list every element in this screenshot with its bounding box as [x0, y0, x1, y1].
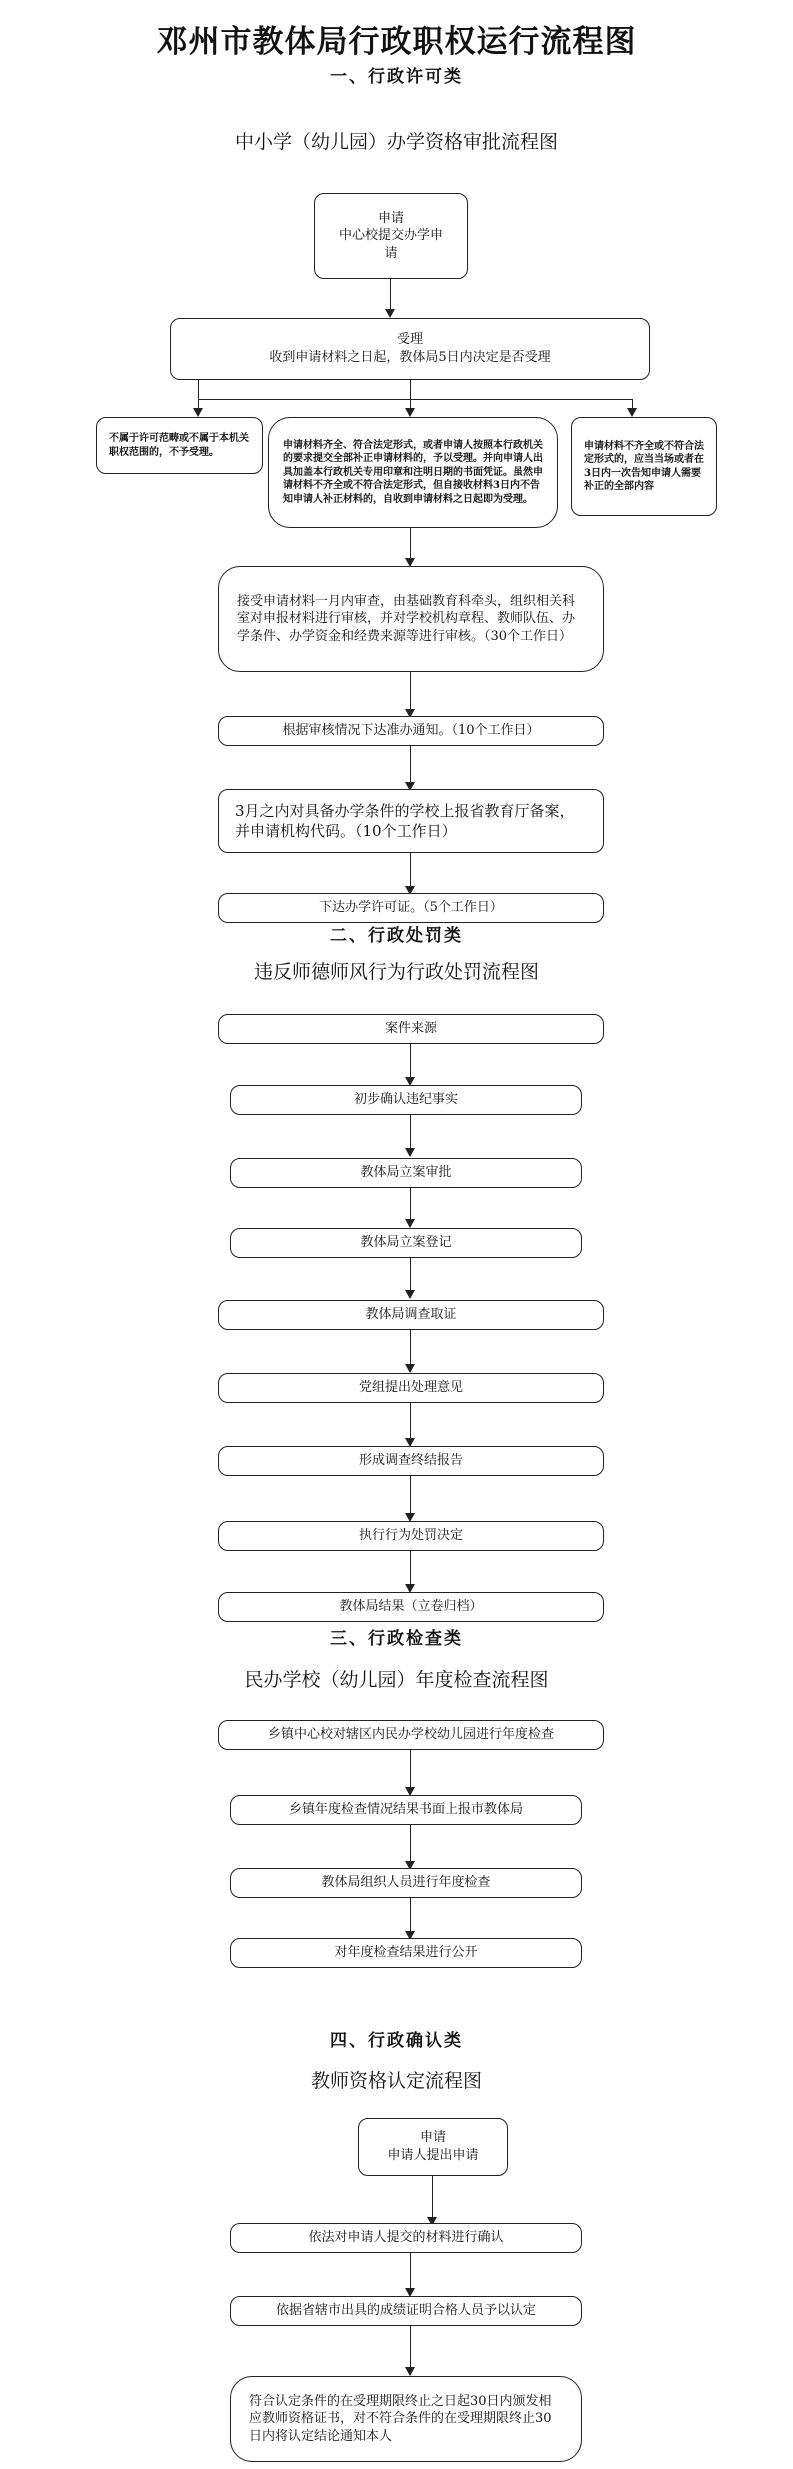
s2-step-5 — [218, 1300, 604, 1330]
supplement-text: 申请材料不齐全或不符合法定形式的，应当当场或者在3日内一次告知申请人需要补正的全部内容 — [584, 440, 704, 492]
s3-step-3 — [230, 1868, 582, 1898]
s3-step-4 — [230, 1938, 582, 1968]
accept-condition-box — [268, 417, 558, 528]
s2-step-9-text: 教体局结果（立卷归档） — [339, 1599, 483, 1615]
s4-step-1-text: 依法对申请人提交的材料进行确认 — [308, 2230, 504, 2246]
s3-step-1-text: 乡镇中心校对辖区内民办学校幼儿园进行年度检查 — [267, 1727, 554, 1743]
s2-step-9 — [218, 1592, 604, 1622]
accept-condition-text: 申请材料齐全、符合法定形式，或者申请人按照本行政机关的要求提交全部补正申请材料的，予以受理。并向申请人出具加盖本行政机关专用印章和注明日期的书面凭证。虽然申请材料不齐全或不符合法定形式，但自接收材料3日内不告知申请人补正材料的，自收到申请材料之日起即为受理。 — [283, 439, 543, 505]
apply-label: 申请 — [377, 210, 404, 226]
report-text: 3月之内对具备办学条件的学校上报省教育厅备案，并申请机构代码。（10个工作日） — [235, 801, 575, 840]
apply-box — [314, 193, 468, 279]
license-text: 下达办学许可证。（5个工作日） — [319, 900, 503, 916]
s2-step-4-text: 教体局立案登记 — [360, 1235, 452, 1251]
s4-step-3 — [230, 2376, 582, 2462]
s4-step-2-text: 依据省辖市出具的成绩证明合格人员予以认定 — [275, 2303, 536, 2319]
apply-text: 中心校提交办学申 — [338, 228, 443, 244]
accept-text: 收到申请材料之日起，教体局5日内决定是否受理 — [269, 350, 551, 365]
section-4-heading: 四、行政确认类 — [330, 2031, 463, 2051]
review-text: 接受申请材料一月内审查，由基础教育科牵头，组织相关科室对申报材料进行审核，并对学校机构章程、教师队伍、办学条件、办学资金和经费来源等进行审核。（30个工作日） — [237, 593, 576, 644]
page-title: 邓州市教体局行政职权运行流程图 — [156, 24, 637, 60]
section-1-heading: 一、行政许可类 — [330, 67, 463, 87]
section-3-heading: 三、行政检查类 — [330, 1629, 463, 1649]
s3-step-2-text: 乡镇年度检查情况结果书面上报市教体局 — [288, 1802, 523, 1818]
s2-step-5-text: 教体局调查取证 — [365, 1307, 457, 1323]
apply-text-cont: 请 — [384, 245, 398, 261]
s2-step-2 — [230, 1085, 582, 1115]
s2-step-6 — [218, 1373, 604, 1403]
s2-step-8 — [218, 1521, 604, 1551]
supplement-box — [571, 417, 717, 516]
s3-step-1 — [218, 1720, 604, 1750]
license-box — [218, 893, 604, 923]
s4-step-2 — [230, 2296, 582, 2326]
review-box — [218, 566, 604, 672]
s4-apply-text: 申请人提出申请 — [387, 2148, 479, 2163]
notice-box — [218, 716, 604, 746]
reject-box — [96, 417, 263, 474]
s2-step-8-text: 执行行为处罚决定 — [358, 1528, 463, 1544]
reject-text: 不属于许可范畴或不属于本机关职权范围的，不予受理。 — [109, 433, 249, 458]
s4-step-1 — [230, 2223, 582, 2253]
s3-step-4-text: 对年度检查结果进行公开 — [334, 1945, 478, 1961]
s2-step-6-text: 党组提出处理意见 — [358, 1380, 463, 1396]
section-2-subtitle: 违反师德师风行为行政处罚流程图 — [253, 961, 539, 983]
accept-label: 受理 — [396, 332, 423, 348]
s2-step-3-text: 教体局立案审批 — [360, 1165, 452, 1181]
s2-step-1-text: 案件来源 — [384, 1021, 437, 1037]
report-box — [218, 789, 604, 853]
s2-step-4 — [230, 1228, 582, 1258]
s2-step-7-text: 形成调查终结报告 — [358, 1453, 463, 1469]
s3-step-2 — [230, 1795, 582, 1825]
s4-step-3-text: 符合认定条件的在受理期限终止之日起30日内颁发相应教师资格证书，对不符合条件的在受理期限终止30日内将认定结论通知本人 — [249, 2393, 552, 2444]
s4-apply-box — [358, 2118, 508, 2176]
section-2-heading: 二、行政处罚类 — [330, 926, 463, 946]
notice-text: 根据审核情况下达准办通知。（10个工作日） — [282, 723, 540, 739]
s2-step-7 — [218, 1446, 604, 1476]
s2-step-3 — [230, 1158, 582, 1188]
section-4-subtitle: 教师资格认定流程图 — [310, 2070, 482, 2092]
section-3-subtitle: 民办学校（幼儿园）年度检查流程图 — [244, 1669, 549, 1691]
s4-apply-label: 申请 — [419, 2130, 446, 2146]
accept-box — [170, 318, 650, 380]
s2-step-2-text: 初步确认违纪事实 — [353, 1092, 458, 1108]
s2-step-1 — [218, 1014, 604, 1044]
s3-step-3-text: 教体局组织人员进行年度检查 — [321, 1875, 491, 1891]
section-1-subtitle: 中小学（幼儿园）办学资格审批流程图 — [234, 131, 558, 153]
